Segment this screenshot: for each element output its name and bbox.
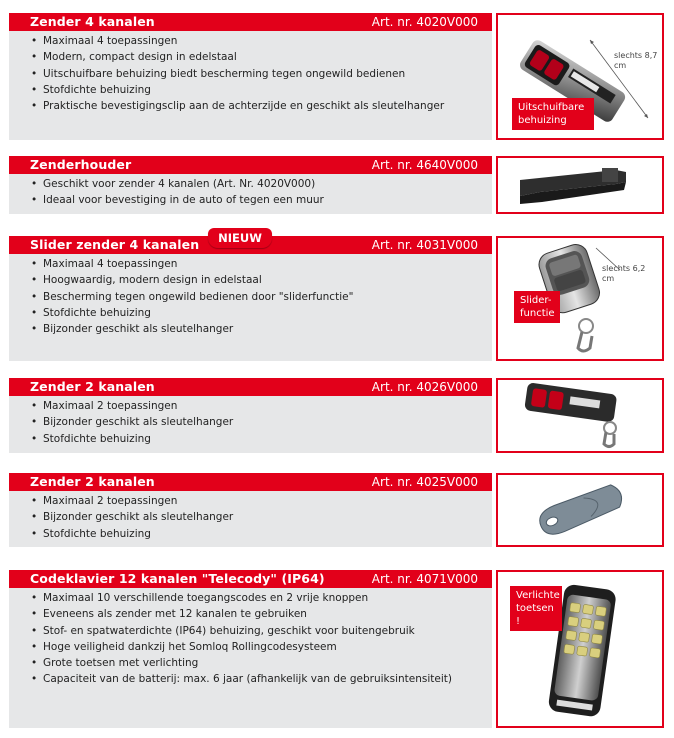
product-codeklavier-telecody [9,570,664,728]
article-number: Art. nr. 4026V000 [371,380,478,394]
article-number: Art. nr. 4031V000 [371,238,478,252]
product-photo [496,236,664,361]
product-zenderhouder [9,156,664,214]
product-title: Zenderhouder [30,157,132,172]
product-header-bar [9,156,492,174]
remote-2-channel-image [498,380,662,451]
new-badge: NIEUW [208,228,272,248]
product-header-bar [9,473,492,491]
feature-list [31,256,353,337]
dimension-label: slechts 6,2 cm [602,264,646,283]
feature-item: • Hoge veiligheid dankzij het Somloq Rollingcodesysteem [31,639,452,655]
article-number: Art. nr. 4071V000 [371,572,478,586]
product-title: Codeklavier 12 kanalen "Telecody" (IP64) [30,571,325,586]
callout-label: Verlichte toetsen ! [510,586,562,631]
product-photo [496,570,664,728]
product-header-bar [9,13,492,31]
feature-item: • Maximaal 2 toepassingen [31,493,233,509]
feature-item: • Bijzonder geschikt als sleutelhanger [31,321,353,337]
feature-item: • Ideaal voor bevestiging in de auto of tegen een muur [31,192,324,208]
feature-item: • Maximaal 4 toepassingen [31,256,353,272]
feature-item: • Stofdichte behuizing [31,431,233,447]
remote-2-channel-grey-image [498,475,662,545]
product-header-bar [9,570,492,588]
callout-label: Uitschuifbare behuizing [512,98,594,130]
feature-list [31,590,452,688]
feature-list [31,176,324,209]
feature-item: • Bijzonder geschikt als sleutelhanger [31,414,233,430]
article-number: Art. nr. 4640V000 [371,158,478,172]
callout-label: Slider-functie [514,291,560,323]
product-photo [496,378,664,453]
feature-item: • Eveneens als zender met 12 kanalen te gebruiken [31,606,452,622]
article-number: Art. nr. 4025V000 [371,475,478,489]
feature-item: • Maximaal 4 toepassingen [31,33,444,49]
feature-list [31,33,444,114]
feature-item: • Grote toetsen met verlichting [31,655,452,671]
feature-item: • Geschikt voor zender 4 kanalen (Art. Nr. 4020V000) [31,176,324,192]
feature-item: • Maximaal 2 toepassingen [31,398,233,414]
remote-holder-image [498,158,662,212]
feature-list [31,398,233,447]
feature-item: • Bescherming tegen ongewild bedienen door "sliderfunctie" [31,289,353,305]
product-zender-4-kanalen [9,13,664,140]
product-slider-zender [9,231,664,361]
feature-item: • Stof- en spatwaterdichte (IP64) behuizing, geschikt voor buitengebruik [31,623,452,639]
feature-item: • Hoogwaardig, modern design in edelstaal [31,272,353,288]
feature-item: • Modern, compact design in edelstaal [31,49,444,65]
feature-item: • Praktische bevestigingsclip aan de achterzijde en geschikt als sleutelhanger [31,98,444,114]
product-photo [496,473,664,547]
product-zender-2-kanalen-b [9,473,664,547]
feature-item: • Maximaal 10 verschillende toegangscodes en 2 vrije knoppen [31,590,452,606]
feature-item: • Capaciteit van de batterij: max. 6 jaar (afhankelijk van de gebruiksintensiteit) [31,671,452,687]
feature-item: • Stofdichte behuizing [31,526,233,542]
product-zender-2-kanalen-a [9,378,664,453]
article-number: Art. nr. 4020V000 [371,15,478,29]
feature-item: • Stofdichte behuizing [31,82,444,98]
feature-item: • Bijzonder geschikt als sleutelhanger [31,509,233,525]
product-photo [496,156,664,214]
feature-list [31,493,233,542]
product-title: Zender 2 kanalen [30,379,155,394]
product-header-bar [9,378,492,396]
product-title: Slider zender 4 kanalen [30,237,200,252]
product-photo [496,13,664,140]
feature-item: • Uitschuifbare behuizing biedt bescherming tegen ongewild bedienen [31,66,444,82]
feature-item: • Stofdichte behuizing [31,305,353,321]
product-title: Zender 2 kanalen [30,474,155,489]
dimension-label: slechts 8,7 cm [614,51,658,70]
product-title: Zender 4 kanalen [30,14,155,29]
